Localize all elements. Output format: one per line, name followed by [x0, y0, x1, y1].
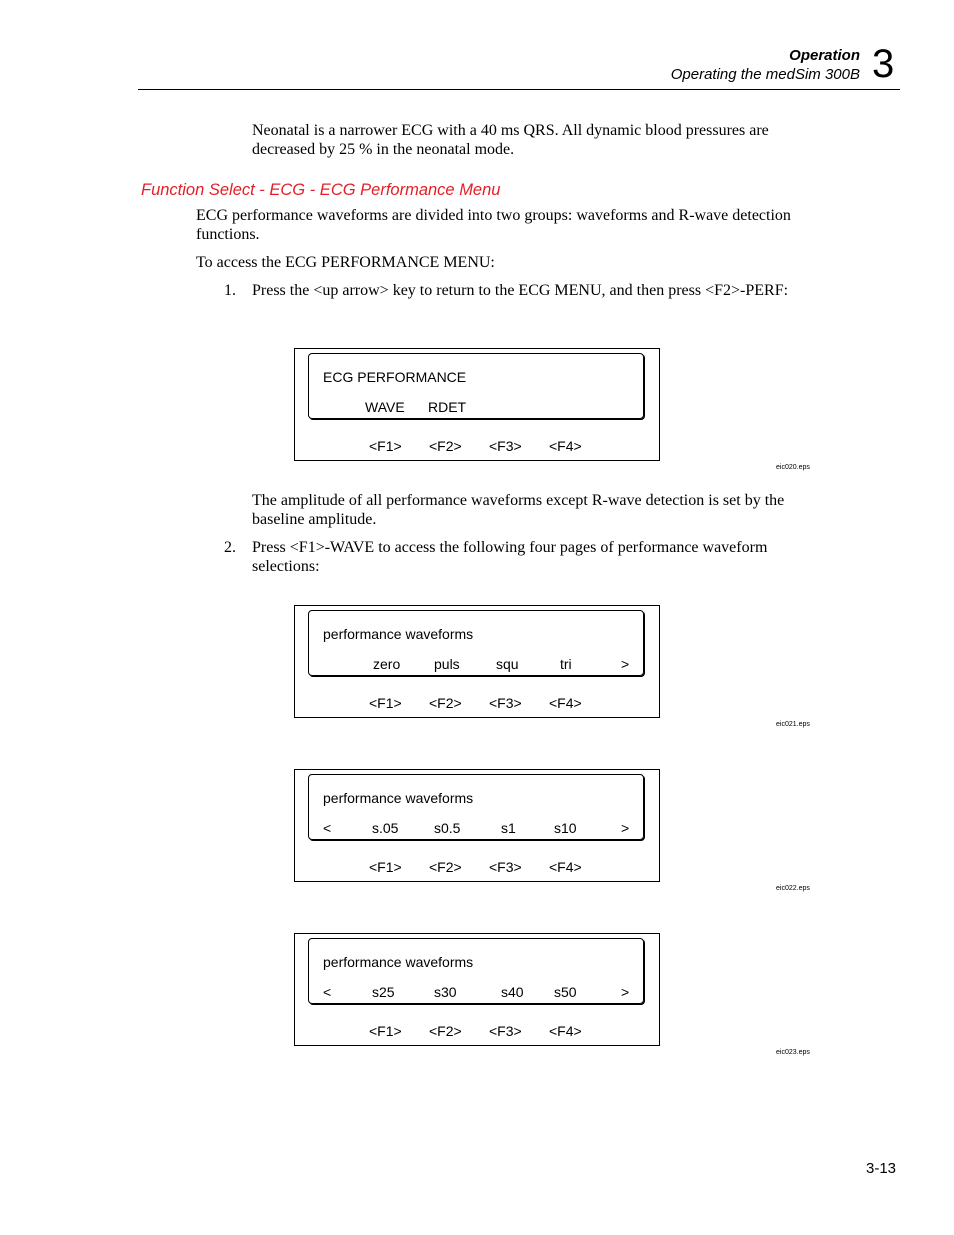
function-key-label: <F1> — [369, 438, 402, 454]
figure-label: eic021.eps — [776, 721, 810, 728]
lcd-option: s.05 — [372, 820, 399, 836]
step-number: 1. — [224, 282, 236, 299]
lcd-option: s50 — [554, 984, 577, 1000]
lcd-screen — [308, 938, 644, 1004]
lcd-option: tri — [560, 656, 572, 672]
step-text: Press the <up arrow> key to return to the ECG MENU, and then press <F2>-PERF: — [252, 282, 789, 299]
lcd-next-arrow: > — [621, 820, 630, 836]
lcd-option: s40 — [501, 984, 524, 1000]
lcd-screen — [308, 774, 644, 840]
lcd-display-waveforms-page-3 — [294, 933, 660, 1046]
lcd-title: performance waveforms — [323, 954, 474, 970]
function-key-label: <F1> — [369, 695, 402, 711]
lcd-display-waveforms-page-1 — [294, 605, 660, 718]
paragraph-access: To access the ECG PERFORMANCE MENU: — [196, 254, 495, 271]
lcd-title: performance waveforms — [323, 790, 474, 806]
function-key-label: <F2> — [429, 695, 462, 711]
lcd-option: s0.5 — [434, 820, 461, 836]
lcd-screen — [308, 353, 644, 419]
function-key-label: <F2> — [429, 1023, 462, 1039]
function-key-label: <F4> — [549, 438, 582, 454]
lcd-option: WAVE — [365, 399, 405, 415]
lcd-option: s25 — [372, 984, 395, 1000]
lcd-title: performance waveforms — [323, 626, 474, 642]
lcd-option: squ — [496, 656, 519, 672]
figure-label: eic020.eps — [776, 464, 810, 471]
function-key-label: <F4> — [549, 859, 582, 875]
lcd-display-waveforms-page-2 — [294, 769, 660, 882]
lcd-option: zero — [373, 656, 401, 672]
lcd-option: s1 — [501, 820, 516, 836]
function-key-label: <F3> — [489, 438, 522, 454]
paragraph-neonatal: Neonatal is a narrower ECG with a 40 ms QRS. All dynamic blood pressures are decreased by 25 % in the neonatal mode. — [252, 122, 769, 158]
step-text: Press <F1>-WAVE to access the following four pages of performance waveform selections: — [252, 539, 768, 575]
step-number: 2. — [224, 539, 236, 556]
function-key-label: <F2> — [429, 859, 462, 875]
paragraph-groups: ECG performance waveforms are divided into two groups: waveforms and R-wave detection functions. — [196, 207, 791, 243]
function-key-label: <F1> — [369, 859, 402, 875]
page-number: 3-13 — [866, 1160, 897, 1177]
lcd-prev-arrow: < — [323, 820, 332, 836]
lcd-option: s30 — [434, 984, 457, 1000]
function-key-label: <F4> — [549, 1023, 582, 1039]
lcd-title: ECG PERFORMANCE — [323, 369, 467, 385]
function-key-label: <F1> — [369, 1023, 402, 1039]
paragraph-amplitude: The amplitude of all performance waveforms except R-wave detection is set by the baseline amplitude. — [252, 492, 785, 528]
lcd-next-arrow: > — [621, 656, 630, 672]
function-key-label: <F2> — [429, 438, 462, 454]
lcd-option: puls — [434, 656, 460, 672]
section-heading: Function Select - ECG - ECG Performance Menu — [141, 181, 501, 199]
lcd-option: s10 — [554, 820, 577, 836]
lcd-screen — [308, 610, 644, 676]
lcd-prev-arrow: < — [323, 984, 332, 1000]
chapter-number: 3 — [872, 42, 895, 86]
function-key-label: <F3> — [489, 695, 522, 711]
figure-label: eic022.eps — [776, 885, 810, 892]
lcd-next-arrow: > — [621, 984, 630, 1000]
function-key-label: <F3> — [489, 859, 522, 875]
function-key-label: <F4> — [549, 695, 582, 711]
header-subsection-title: Operating the medSim 300B — [670, 66, 860, 83]
function-key-label: <F3> — [489, 1023, 522, 1039]
lcd-display-ecg-performance — [294, 348, 660, 461]
header-rule — [138, 89, 900, 90]
lcd-option: RDET — [428, 399, 467, 415]
header-section-title: Operation — [789, 47, 860, 64]
figure-label: eic023.eps — [776, 1049, 810, 1056]
